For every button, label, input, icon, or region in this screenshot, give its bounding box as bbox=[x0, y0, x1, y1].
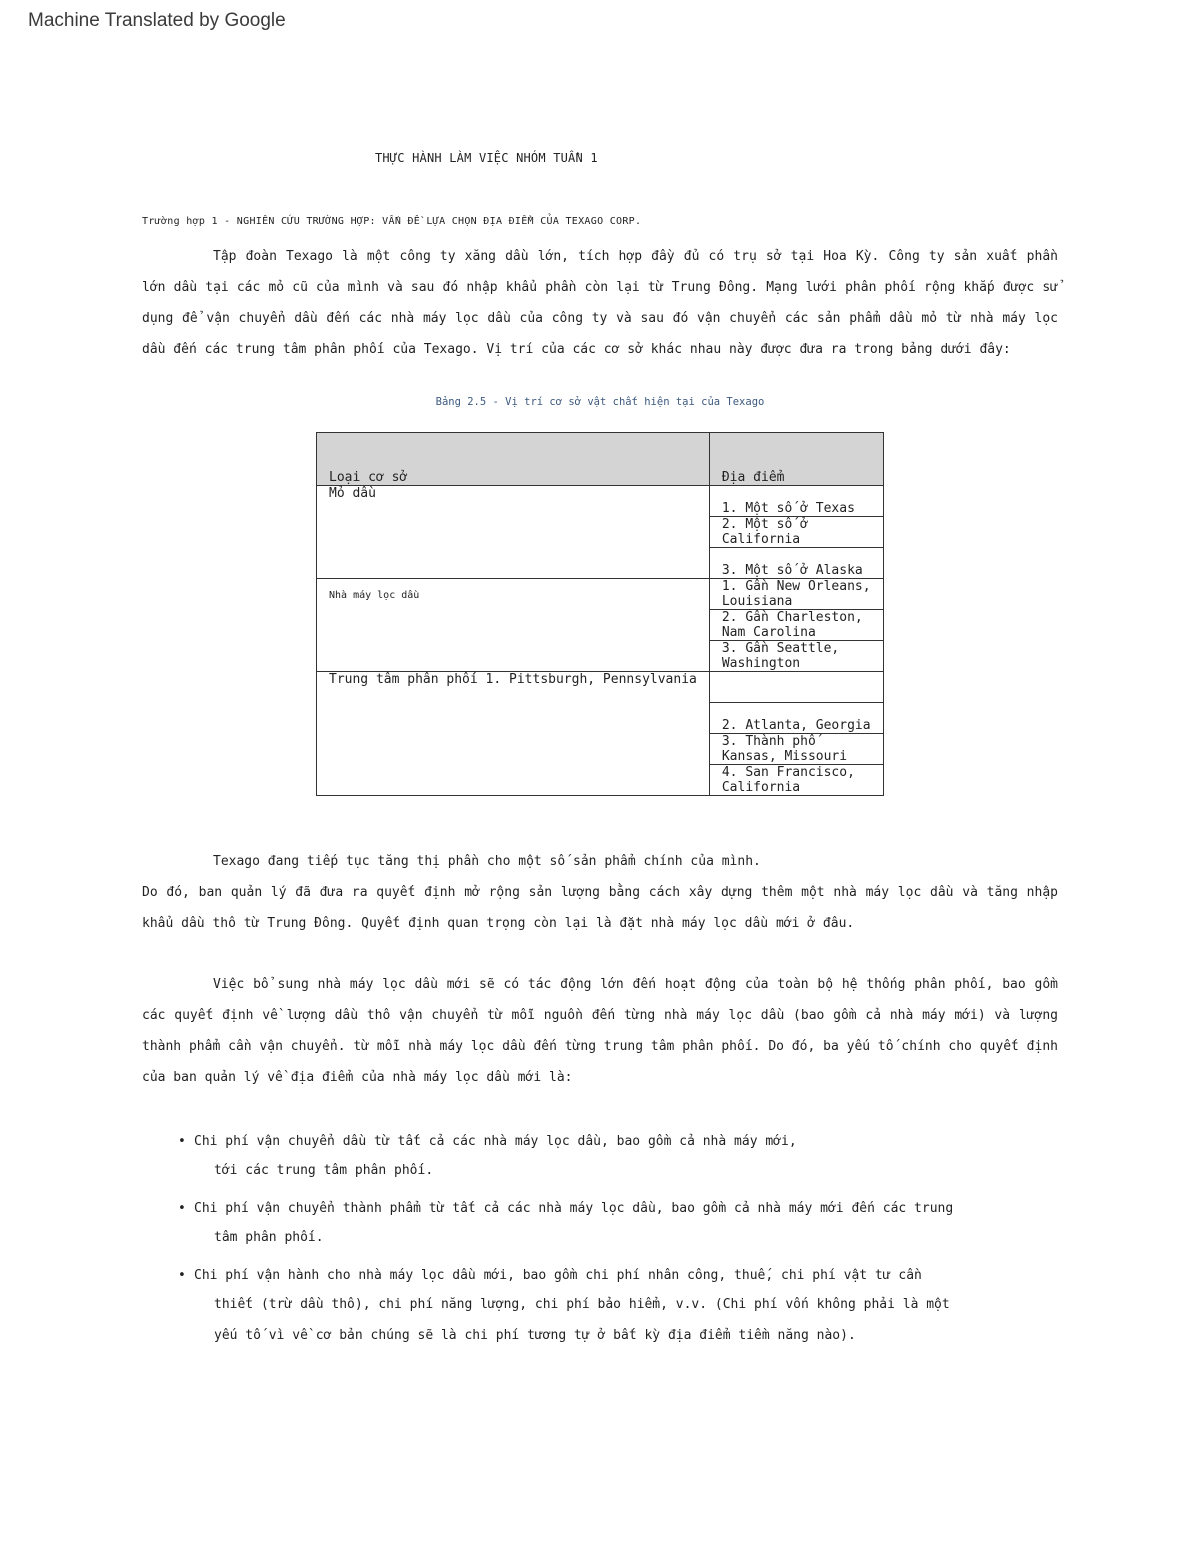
table-caption: Bảng 2.5 - Vị trí cơ sở vật chất hiện tại của Texago bbox=[435, 396, 765, 408]
bullet-glyph: • bbox=[178, 1268, 186, 1283]
category-cell: Mỏ dầu bbox=[317, 486, 710, 579]
category-label: Trung tâm phân phối 1. Pittsburgh, Pennsylvania bbox=[329, 672, 697, 687]
table-row bbox=[317, 672, 884, 703]
list-item-first-line: Chi phí vận hành cho nhà máy lọc dầu mới, bao gồm chi phí nhân công, thuế, chi phí vật tư cần bbox=[194, 1268, 922, 1283]
location-cell: 2. Gần Charleston, Nam Carolina bbox=[709, 610, 883, 641]
header-location: Địa điểm bbox=[709, 433, 883, 486]
paragraph-3: Việc bổ sung nhà máy lọc dầu mới sẽ có tác động lớn đến hoạt động của toàn bộ hệ thống phân phối, bao gồm các quyết định về lượng dầu thô vận chuyển từ mỗi nguồn đến từng nhà máy lọc dầu (bao gồm cả nhà máy mới) và lượng thành phẩm cần vận chuyển. từ mỗi nhà máy lọc dầu đến từng trung tâm phân phối. Do đó, ba yếu tố chính cho quyết định của ban quản lý về địa điểm của nhà máy lọc dầu mới là: bbox=[142, 977, 1058, 1085]
paragraph-2-first-line: Texago đang tiếp tục tăng thị phần cho một số sản phẩm chính của mình. bbox=[213, 854, 761, 869]
facilities-table bbox=[316, 432, 884, 796]
case-heading: Trường hợp 1 - NGHIÊN CỨU TRƯỜNG HỢP: VẤN ĐỀ LỰA CHỌN ĐỊA ĐIỂM CỦA TEXAGO CORP. bbox=[142, 216, 642, 227]
document-title: THỰC HÀNH LÀM VIỆC NHÓM TUẦN 1 bbox=[375, 151, 598, 165]
machine-translated-banner: Machine Translated by Google bbox=[28, 10, 286, 31]
category-cell: Nhà máy lọc dầu bbox=[317, 579, 710, 672]
category-cell bbox=[317, 672, 710, 796]
intro-paragraph: Tập đoàn Texago là một công ty xăng dầu lớn, tích hợp đầy đủ có trụ sở tại Hoa Kỳ. Công ty sản xuất phần lớn dầu tại các mỏ cũ của mình và sau đó nhập khẩu phần còn lại từ Trung Đông. Mạng lưới phân phối rộng khắp được sử dụng để vận chuyển dầu đến các nhà máy lọc dầu của công ty và sau đó vận chuyển các sản phẩm dầu mỏ từ nhà máy lọc dầu đến các trung tâm phân phối của Texago. Vị trí của các cơ sở khác nhau này được đưa ra trong bảng dưới đây: bbox=[142, 249, 1058, 357]
table-row bbox=[317, 579, 884, 610]
table-row bbox=[317, 486, 884, 517]
location-cell: 4. San Francisco, California bbox=[709, 765, 883, 796]
list-item-continuation: tới các trung tâm phân phối. bbox=[214, 1163, 434, 1178]
list-item-first-line: Chi phí vận chuyển dầu từ tất cả các nhà máy lọc dầu, bao gồm cả nhà máy mới, bbox=[194, 1134, 797, 1149]
factor-list bbox=[178, 1129, 968, 1361]
paragraph-2-body: Do đó, ban quản lý đã đưa ra quyết định mở rộng sản lượng bằng cách xây dựng thêm một nhà máy lọc dầu và tăng nhập khẩu dầu thô từ Trung Đông. Quyết định quan trọng còn lại là đặt nhà máy lọc dầu mới ở đâu. bbox=[142, 885, 1058, 931]
list-item-first-line: Chi phí vận chuyển thành phẩm từ tất cả các nhà máy lọc dầu, bao gồm cả nhà máy mới đến các trung bbox=[194, 1201, 954, 1216]
table-header-row bbox=[317, 433, 884, 486]
location-cell: 2. Atlanta, Georgia bbox=[709, 703, 883, 734]
list-item bbox=[178, 1263, 968, 1351]
list-item-continuation: tâm phân phối. bbox=[214, 1230, 324, 1245]
location-cell: 2. Một số ở California bbox=[709, 517, 883, 548]
list-item bbox=[178, 1129, 968, 1186]
location-cell: 3. Gần Seattle, Washington bbox=[709, 641, 883, 672]
location-cell: 1. Gần New Orleans, Louisiana bbox=[709, 579, 883, 610]
location-cell: 1. Một số ở Texas bbox=[709, 486, 883, 517]
list-item-continuation: thiết (trừ dầu thô), chi phí năng lượng, chi phí bảo hiểm, v.v. (Chi phí vốn không phải là một yếu tố vì về cơ bản chúng sẽ là chi phí tương tự ở bất kỳ địa điểm tiềm năng nào). bbox=[214, 1297, 950, 1343]
header-facility-type: Loại cơ sở bbox=[317, 433, 710, 486]
location-cell bbox=[709, 672, 883, 703]
location-cell: 3. Một số ở Alaska bbox=[709, 548, 883, 579]
bullet-glyph: • bbox=[178, 1201, 186, 1216]
paragraph-2 bbox=[142, 846, 1058, 939]
bullet-glyph: • bbox=[178, 1134, 186, 1149]
location-cell: 3. Thành phố Kansas, Missouri bbox=[709, 734, 883, 765]
list-item bbox=[178, 1196, 968, 1253]
